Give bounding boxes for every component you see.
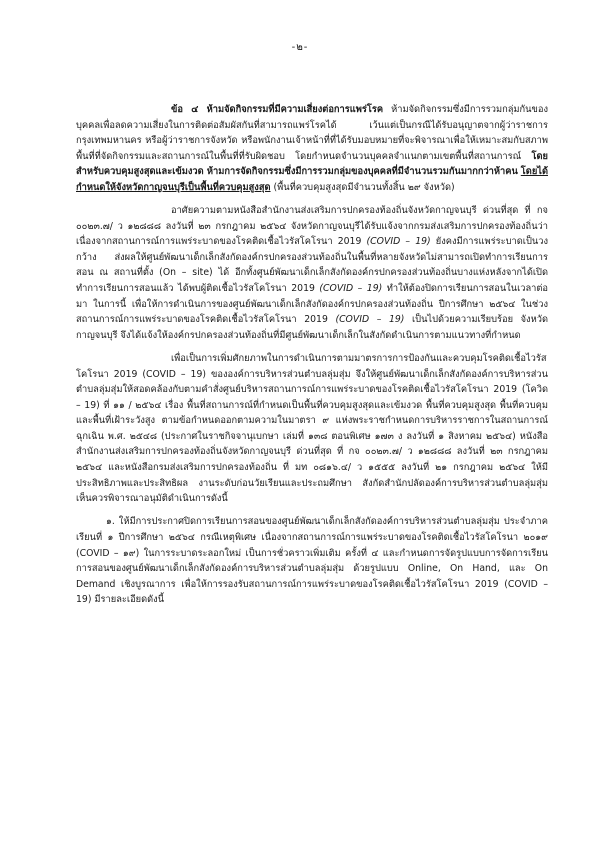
clause-4-paragraph bbox=[76, 102, 548, 196]
reference-text-1: อาศัยความตามหนังสือสำนักงานส่งเสริมการปกครองท้องถิ่นจังหวัดกาญจนบุรี ด่วนที่สุด ที่ กจ ๐๐๒๓.๗/ ว ๑๒๘๘๘ ลงวันที่ ๒๓ กรกฎาคม ๒๕๖๔ จังหวัดกาญจนบุรีได้รับแจ้งจากกรมส่งเสริมการปกครองท้องถิ่นว่า เนื่องจากสถานการณ์การแพร่ระบาดของโรคติดเชื้อไวรัสโคโรนา 2019 bbox=[76, 205, 548, 248]
clause-4-heading: ข้อ ๔ ห้ามจัดกิจกรรมที่มีความเสี่ยงต่อการแพร่โรค bbox=[171, 104, 384, 115]
item-1-paragraph: ๑. ให้มีการประกาศปิดการเรียนการสอนของศูนย์พัฒนาเด็กเล็กสังกัดองค์การบริหารส่วนตำบลลุ่มสุ่ม ประจำภาคเรียนที่ ๑ ปีการศึกษา ๒๕๖๔ กรณีเหตุพิเศษ เนื่องจากสถานการณ์การแพร่ระบาดของโรคติดเชื้อไวรัสโคโรนา ๒๐๑๙ (COVID – ๑๙) ในการระบาดระลอกใหม่ เป็นการชั่วคราวเพิ่มเติม ครั้งที่ ๔ และกำหนดการจัดรูปแบบการจัดการเรียนการสอนของศูนย์พัฒนาเด็กเล็กสังกัดองค์การบริหารส่วนตำบลลุ่มสุ่ม ด้วยรูปแบบ Online, On Hand, และ On Demand เชิงบูรณาการ เพื่อให้การรองรับสถานการณ์การแพร่ระบาดของโรคติดเชื้อไวรัสโคโรนา 2019 (COVID – 19) มีรายละเอียดดังนี้ bbox=[76, 516, 548, 606]
document-body bbox=[76, 102, 548, 615]
reference-text-2: ยังคงมีการแพร่ระบาดเป็นวงกว้าง ส่งผลให้ศูนย์พัฒนาเด็กเล็กสังกัดองค์กรปกครองส่วนท้องถิ่นในพื้นที่หลายจังหวัดไม่สามารถเปิดทำการเรียนการสอน ณ สถานที่ตั้ง (On – site) ได้ อีกทั้งศูนย์พัฒนาเด็กเล็กสังกัดองค์กรปกครองส่วนท้องถิ่นบางแห่งหลังจากได้เปิดทำการเรียนการสอนแล้ว ได้พบผู้ติดเชื้อไวรัสโคโรนา 2019 bbox=[76, 236, 548, 295]
reference-text-4: เป็นไปด้วยความเรียบร้อย จังหวัดกาญจนบุรี จึงได้แจ้งให้องค์กรปกครองส่วนท้องถิ่นที่มีศูนย์พัฒนาเด็กเล็กในสังกัดดำเนินการตามแนวทางที่กำหนด bbox=[76, 314, 548, 341]
reference-text-3: ทำให้ต้องปิดการเรียนการสอนในเวลาต่อมา ในการนี้ เพื่อให้การดำเนินการของศูนย์พัฒนาเด็กเล็กสังกัดองค์กรปกครองส่วนท้องถิ่น ปีการศึกษา ๒๕๖๔ ในช่วงสถานการณ์การแพร่ระบาดของโรคติดเชื้อไวรัสโคโรนา 2019 bbox=[76, 283, 549, 326]
clause-4-text-1: ห้ามจัดกิจกรรมซึ่งมีการรวมกลุ่มกันของบุคคลเพื่อลดความเสี่ยงในการติดต่อสัมผัสกันที่สามารถแพร่โรคได้ เว้นแต่เป็นกรณีได้รับอนุญาตจากผู้ว่าราชการกรุงเทพมหานคร หรือผู้ว่าราชการจังหวัด หรือพนักงานเจ้าหน้าที่ที่ได้รับมอบหมายที่จะพิจารณาเพื่อให้เหมาะสมกับสภาพพื้นที่ที่จัดกิจกรรมและสถานการณ์ในพื้นที่ที่รับผิดชอบ โดยกำหนดจำนวนบุคคลจำแนกตามเขตพื้นที่สถานการณ์ bbox=[76, 104, 548, 162]
page-number: -๒- bbox=[291, 42, 309, 53]
clause-4-underline-text: โดยได้กำหนดให้จังหวัดกาญจนบุรีเป็นพื้นที่ควบคุมสูงสุด bbox=[76, 166, 548, 193]
reference-covid-3: (COVID – 19) bbox=[335, 314, 405, 326]
purpose-paragraph: เพื่อเป็นการเพิ่มศักยภาพในการดำเนินการตามมาตรการการป้องกันและควบคุมโรคติดเชื้อไวรัสโคโรนา 2019 (COVID – 19) ขององค์การบริหารส่วนตำบลลุ่มสุ่ม จึงให้ศูนย์พัฒนาเด็กเล็กสังกัดองค์การบริหารส่วนตำบลลุ่มสุ่มให้สอดคล้องกับตามคำสั่งศูนย์บริหารสถานการณ์การแพร่ระบาดของโรคติดเชื้อไวรัสโคโรนา 2019 (โควิด – 19) ที่ ๑๑ / ๒๕๖๔ เรื่อง พื้นที่สถานการณ์ที่กำหนดเป็นพื้นที่ควบคุมสูงสุดและเข้มงวด พื้นที่ควบคุมสูงสุด พื้นที่ควบคุม และพื้นที่เฝ้าระวังสูง ตามข้อกำหนดออกตามความในมาตรา ๙ แห่งพระราชกำหนดการบริหารราชการในสถานการณ์ ฉุกเฉิน พ.ศ. ๒๕๔๘ (ประกาศในราชกิจจานุเบกษา เล่มที่ ๑๓๘ ตอนพิเศษ ๑๗๓ ง ลงวันที่ ๑ สิงหาคม ๒๕๖๔) หนังสือสำนักงานส่งเสริมการปกครองท้องถิ่นจังหวัดกาญจนบุรี ด่วนที่สุด ที่ กจ ๐๐๒๓.๗/ ว ๑๒๘๘๘ ลงวันที่ ๒๓ กรกฎาคม ๒๕๖๔ และหนังสือกรมส่งเสริมการปกครองท้องถิ่น ที่ มท ๐๘๑๖.๔/ ว ๑๕๕๕ ลงวันที่ ๒๑ กรกฎาคม ๒๕๖๔ ให้มีประสิทธิภาพและประสิทธิผล งานระดับก่อนวัยเรียนและประถมศึกษา สังกัดสำนักปลัดองค์การบริหารส่วนตำบลลุ่มสุ่ม เห็นควรพิจารณาอนุมัติดำเนินการดังนี้ bbox=[76, 352, 548, 505]
reference-covid-2: (COVID – 19) bbox=[319, 283, 383, 295]
reference-covid-1: (COVID – 19) bbox=[366, 236, 431, 248]
clause-4-text-3: (พื้นที่ควบคุมสูงสุดมีจำนวนทั้งสิ้น ๒๙ จังหวัด) bbox=[270, 181, 455, 193]
clause-4-bold-text: โดยสำหรับควบคุมสูงสุดและเข้มงวด ห้ามการจัดกิจกรรมซึ่งมีการรวมกลุ่มของบุคคลที่มีจำนวนรวมกันมากกว่าห้าคน bbox=[76, 150, 548, 178]
reference-paragraph bbox=[76, 203, 548, 343]
